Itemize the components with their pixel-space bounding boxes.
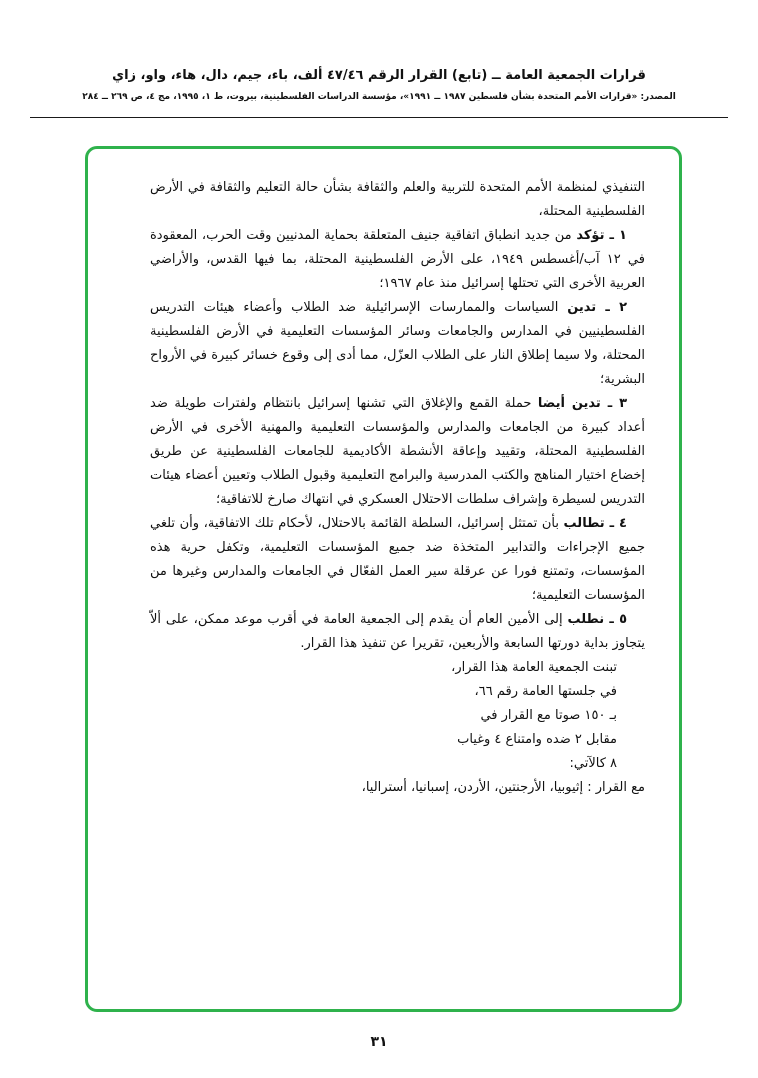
resolution-body <box>150 176 645 800</box>
vote-result-line <box>150 776 645 800</box>
vote-result-text: إثيوبيا، الأرجنتين، الأردن، إسبانيا، أستراليا، <box>361 780 588 795</box>
vote-result-lead: مع القرار : <box>587 780 645 795</box>
paragraph-operative-4-lead: ٤ ـ تطالب <box>563 516 627 531</box>
paragraph-operative-4 <box>150 512 645 608</box>
adoption-note-line-4: مقابل ٢ ضده وامتناع ٤ وغياب <box>457 732 617 747</box>
paragraph-continuation: التنفيذي لمنظمة الأمم المتحدة للتربية والعلم والثقافة بشأن حالة التعليم والثقافة في الأرض الفلسطينية المحتلة، <box>150 180 645 219</box>
paragraph-operative-4-text: بأن تمتثل إسرائيل، السلطة القائمة بالاحتلال، لأحكام تلك الاتفاقية، وأن تلغي جميع الإجراءات والتدابير المتخذة ضد جميع المؤسسات التعليمية، وتكفل حرية هذه المؤسسات، وتمتنع فورا عن عرقلة سير العمل الفعّال في الجامعات والمدارس وغيرها من المؤسسات التعليمية؛ <box>150 516 645 603</box>
header-source-line: المصدر: «قرارات الأمم المتحدة بشأن فلسطين ١٩٨٧ ــ ١٩٩١»، مؤسسة الدراسات الفلسطينية، بيروت، ط ١، ١٩٩٥، مج ٤، ص ٢٦٩ ــ ٢٨٤ <box>82 92 676 102</box>
paragraph-operative-5-text: إلى الأمين العام أن يقدم إلى الجمعية العامة في أقرب موعد ممكن، على ألاّ يتجاوز بداية دورتها السابعة والأربعين، تقريرا عن تنفيذ هذا القرار. <box>150 612 645 651</box>
adoption-note-line-1: تبنت الجمعية العامة هذا القرار، <box>451 660 617 675</box>
paragraph-operative-1-text: من جديد انطباق اتفاقية جنيف المتعلقة بحماية المدنيين وقت الحرب، المعقودة في ١٢ آب/أغسطس ١٩٤٩، على الأرض الفلسطينية المحتلة، بما فيها القدس، والأراضي العربية الأخرى التي تحتلها إسرائيل منذ عام ١٩٦٧؛ <box>150 228 645 291</box>
page-header <box>20 68 738 102</box>
paragraph-operative-2 <box>150 296 645 392</box>
paragraph-operative-2-text: السياسات والممارسات الإسرائيلية ضد الطلاب وأعضاء هيئات التدريس الفلسطينيين في المدارس والجامعات وسائر المؤسسات التعليمية في الأرض الفلسطينية المحتلة، ولا سيما إطلاق النار على الطلاب العزّل، مما أدى إلى وقوع خسائر كبيرة في الأرواح البشرية؛ <box>150 300 645 387</box>
adoption-note <box>150 656 645 776</box>
paragraph-operative-5-lead: ٥ ـ نطلب <box>567 612 627 627</box>
adoption-note-line-3: بـ ١٥٠ صوتا مع القرار في <box>480 708 617 723</box>
paragraph-operative-1-lead: ١ ـ تؤكد <box>576 228 627 243</box>
paragraph-operative-2-lead: ٢ ـ تدين <box>567 300 627 315</box>
header-divider <box>30 117 728 118</box>
page-number: ٣١ <box>370 1034 388 1050</box>
paragraph-operative-3-lead: ٣ ـ تدين أيضا <box>537 396 627 411</box>
adoption-note-line-5: ٨ كالآتي: <box>569 756 617 771</box>
paragraph-operative-5 <box>150 608 645 656</box>
paragraph-operative-3-text: حملة القمع والإغلاق التي تشنها إسرائيل بانتظام ولفترات طويلة ضد أعداد كبيرة من الجامعات والمدارس والمؤسسات التعليمية والمهنية الأخرى في الأرض الفلسطينية المحتلة، وتقييد وإعاقة الأنشطة الأكاديمية للجامعات الفلسطينية عن طريق إخضاع اختيار المناهج والكتب المدرسية والبرامج التعليمية وقبول الطلاب وتعيين أعضاء هيئات التدريس لسيطرة وإشراف سلطات الاحتلال العسكري في انتهاك صارخ للاتفاقية؛ <box>150 396 645 507</box>
paragraph-operative-1 <box>150 224 645 296</box>
adoption-note-line-2: في جلستها العامة رقم ٦٦، <box>474 684 617 699</box>
paragraph-operative-3 <box>150 392 645 512</box>
header-title: قرارات الجمعية العامة ــ (تابع) القرار الرقم ٤٧/٤٦ ألف، باء، جيم، دال، هاء، واو، زاي <box>112 68 646 83</box>
